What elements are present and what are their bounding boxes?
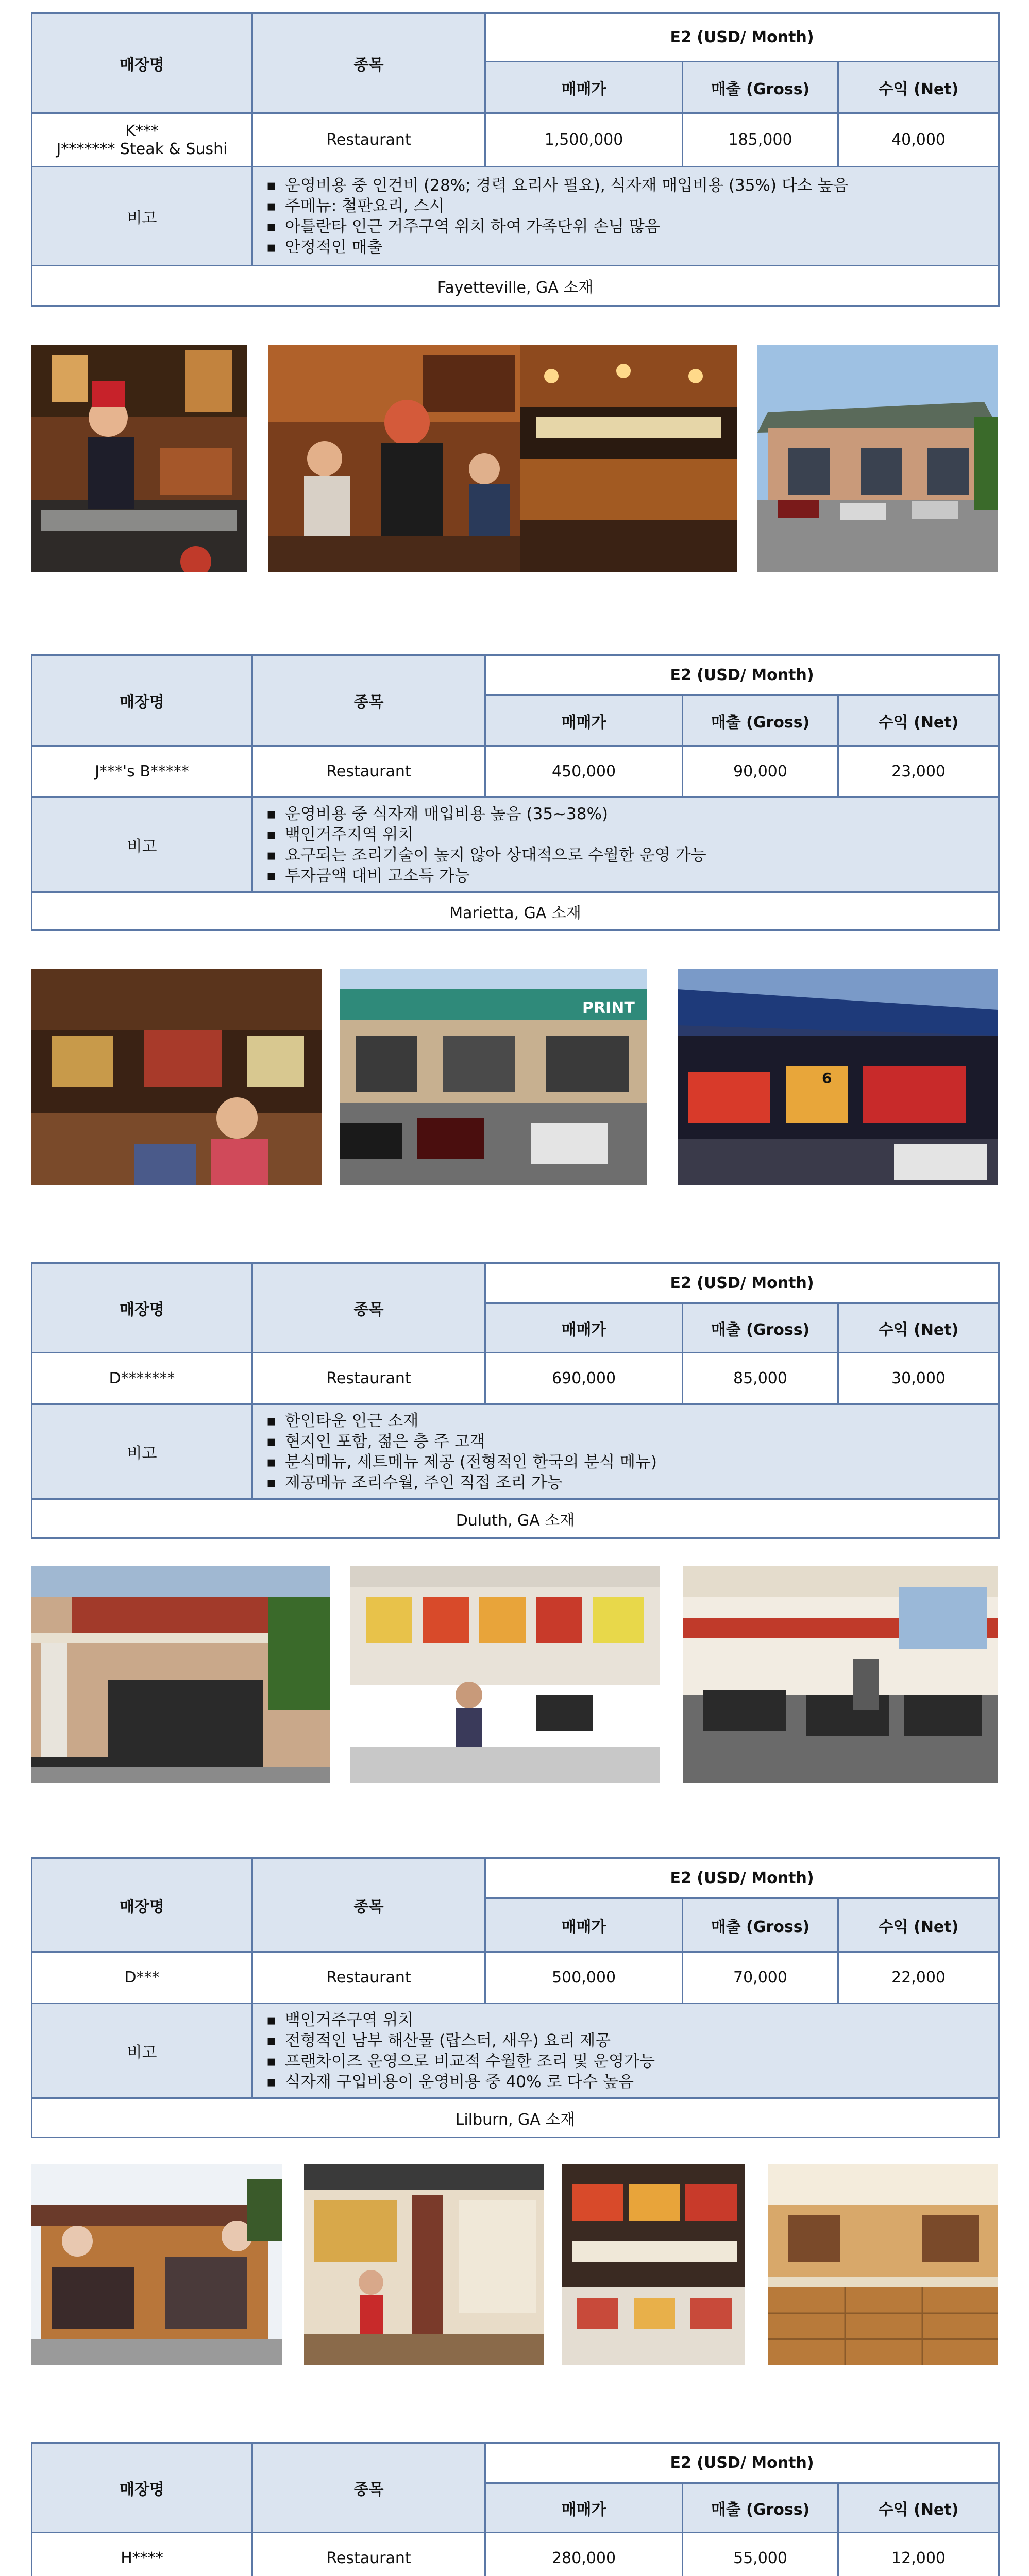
header-e2: E2 (USD/ Month) (485, 13, 999, 62)
listing-table-5 (31, 2442, 998, 2576)
note-item: ▪ 전형적인 남부 해산물 (랍스터, 새우) 요리 제공 (285, 2030, 998, 2051)
store-gross: 85,000 (683, 1353, 838, 1404)
store-category: Restaurant (252, 1952, 485, 2004)
photo-tiled-interior (768, 2164, 998, 2365)
header-net: 수익 (Net) (838, 2483, 999, 2533)
store-name-line1: K*** (125, 122, 159, 140)
photo-franchise-exterior (31, 2164, 282, 2365)
store-name: D******* (32, 1353, 252, 1404)
store-location: Duluth, GA 소재 (32, 1499, 999, 1538)
photo-dining-room (683, 1566, 998, 1783)
header-gross: 매출 (Gross) (683, 1303, 838, 1353)
header-category: 종목 (252, 13, 485, 113)
header-price: 매매가 (485, 1899, 683, 1952)
photo-dining-guests (268, 345, 520, 572)
photo-row-1 (31, 345, 998, 572)
note-item: ▪ 주메뉴: 철판요리, 스시 (285, 196, 998, 216)
notes-list (252, 798, 999, 892)
store-price: 450,000 (485, 746, 683, 798)
photo-sushi-bar (520, 345, 737, 572)
header-gross: 매출 (Gross) (683, 1899, 838, 1952)
header-e2: E2 (USD/ Month) (485, 2443, 999, 2483)
header-category: 종목 (252, 2443, 485, 2533)
photo-menu-counter (350, 1566, 660, 1783)
store-name: D*** (32, 1952, 252, 2004)
note-item: ▪ 현지인 포함, 젊은 층 주 고객 (285, 1431, 998, 1452)
store-location: Lilburn, GA 소재 (32, 2098, 999, 2138)
note-item: ▪ 운영비용 중 식자재 매입비용 높음 (35~38%) (285, 804, 998, 824)
note-item: ▪ 투자금액 대비 고소득 가능 (285, 866, 998, 886)
note-item: ▪ 제공메뉴 조리수월, 주인 직접 조리 가능 (285, 1472, 998, 1493)
store-name (32, 113, 252, 167)
store-category: Restaurant (252, 2533, 485, 2576)
header-gross: 매출 (Gross) (683, 2483, 838, 2533)
listing-table-3 (31, 1262, 998, 1539)
header-net: 수익 (Net) (838, 62, 999, 113)
photo-row-3 (31, 1566, 998, 1783)
notes-list (252, 167, 999, 266)
photo-restaurant-interior (31, 969, 322, 1185)
notes-label: 비고 (32, 798, 252, 892)
header-store-name: 매장명 (32, 1858, 252, 1952)
notes-label: 비고 (32, 167, 252, 266)
notes-label: 비고 (32, 2004, 252, 2098)
header-price: 매매가 (485, 2483, 683, 2533)
store-category: Restaurant (252, 113, 485, 167)
photo-order-counter (304, 2164, 544, 2365)
note-item: ▪ 분식메뉴, 세트메뉴 제공 (전형적인 한국의 분식 메뉴) (285, 1452, 998, 1472)
photo-strip-mall-storefront (340, 969, 647, 1185)
note-item: ▪ 백인거주구역 위치 (285, 2010, 998, 2030)
note-item: ▪ 요구되는 조리기술이 높지 않아 상대적으로 수월한 운영 가능 (285, 845, 998, 866)
store-location: Marietta, GA 소재 (32, 892, 999, 930)
store-price: 1,500,000 (485, 113, 683, 167)
note-item: ▪ 백인거주지역 위치 (285, 824, 998, 845)
header-store-name: 매장명 (32, 2443, 252, 2533)
notes-label: 비고 (32, 1404, 252, 1499)
header-e2: E2 (USD/ Month) (485, 1858, 999, 1899)
photo-exterior-building (757, 345, 998, 572)
note-item: ▪ 한인타운 인근 소재 (285, 1411, 998, 1431)
header-price: 매매가 (485, 1303, 683, 1353)
store-gross: 90,000 (683, 746, 838, 798)
photo-menu-boards (562, 2164, 745, 2365)
photo-teppanyaki-chef (31, 345, 247, 572)
sign-print-text: PRINT (582, 999, 635, 1017)
store-category: Restaurant (252, 746, 485, 798)
photo-row-4 (31, 2164, 998, 2365)
store-category: Restaurant (252, 1353, 485, 1404)
header-store-name: 매장명 (32, 655, 252, 746)
store-gross: 55,000 (683, 2533, 838, 2576)
header-net: 수익 (Net) (838, 1899, 999, 1952)
store-price: 500,000 (485, 1952, 683, 2004)
store-gross: 185,000 (683, 113, 838, 167)
header-store-name: 매장명 (32, 1263, 252, 1353)
header-gross: 매출 (Gross) (683, 696, 838, 746)
photo-night-storefront (678, 969, 998, 1185)
store-name: J***'s B***** (32, 746, 252, 798)
header-net: 수익 (Net) (838, 696, 999, 746)
header-e2: E2 (USD/ Month) (485, 655, 999, 696)
header-price: 매매가 (485, 62, 683, 113)
note-item: ▪ 안정적인 매출 (285, 237, 998, 258)
listing-table-4 (31, 1857, 998, 2138)
store-gross: 70,000 (683, 1952, 838, 2004)
store-name: H**** (32, 2533, 252, 2576)
header-net: 수익 (Net) (838, 1303, 999, 1353)
listing-table-1 (31, 12, 998, 307)
note-item: ▪ 프랜차이즈 운영으로 비교적 수월한 조리 및 운영가능 (285, 2051, 998, 2072)
notes-list (252, 2004, 999, 2098)
listing-table-2 (31, 654, 998, 931)
sign-six-text: 6 (822, 1070, 832, 1087)
store-price: 690,000 (485, 1353, 683, 1404)
store-net: 30,000 (838, 1353, 999, 1404)
store-net: 12,000 (838, 2533, 999, 2576)
header-category: 종목 (252, 655, 485, 746)
header-e2: E2 (USD/ Month) (485, 1263, 999, 1303)
photo-building-entrance (31, 1566, 330, 1783)
header-category: 종목 (252, 1858, 485, 1952)
notes-list (252, 1404, 999, 1499)
photo-row-2 (31, 969, 998, 1185)
note-item: ▪ 식자재 구입비용이 운영비용 중 40% 로 다수 높음 (285, 2072, 998, 2092)
header-price: 매매가 (485, 696, 683, 746)
note-item: ▪ 운영비용 중 인건비 (28%; 경력 요리사 필요), 식자재 매입비용 (35%) 다소 높음 (285, 175, 998, 196)
store-net: 23,000 (838, 746, 999, 798)
header-gross: 매출 (Gross) (683, 62, 838, 113)
store-price: 280,000 (485, 2533, 683, 2576)
store-net: 22,000 (838, 1952, 999, 2004)
store-net: 40,000 (838, 113, 999, 167)
note-item: ▪ 아틀란타 인근 거주구역 위치 하여 가족단위 손님 많음 (285, 216, 998, 237)
store-location: Fayetteville, GA 소재 (32, 266, 999, 306)
header-category: 종목 (252, 1263, 485, 1353)
header-store-name: 매장명 (32, 13, 252, 113)
store-name-line2: J******* Steak & Sushi (56, 140, 228, 158)
